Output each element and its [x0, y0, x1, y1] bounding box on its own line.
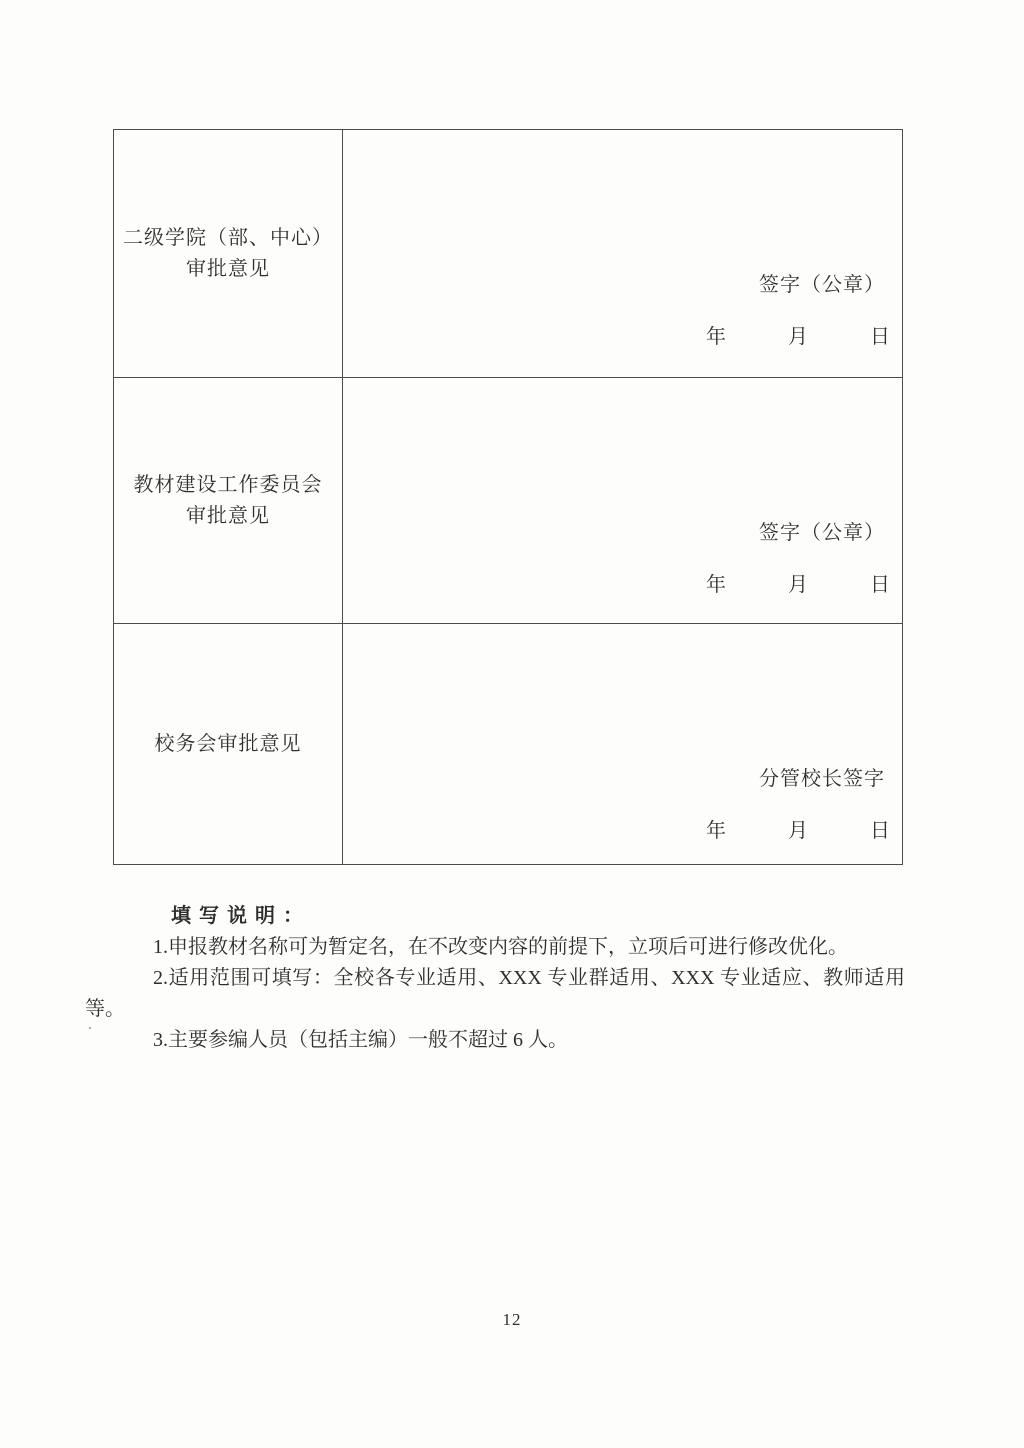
month-label: 月 [788, 574, 808, 596]
date-line [343, 814, 902, 843]
row-label-college-approval [114, 130, 343, 378]
signature-label: 签字（公章） [759, 522, 885, 544]
approval-comment-area-school-council [343, 624, 902, 864]
instruction-item: 3.主要参编人员（包括主编）一般不超过 6 人。 [153, 1029, 568, 1051]
row-label-line: 二级学院（部、中心） [123, 226, 333, 249]
date-line [343, 320, 902, 349]
instructions-heading: 填写说明： [171, 905, 311, 927]
year-label: 年 [706, 326, 726, 348]
row-label-line: 审批意见 [186, 257, 270, 280]
day-label: 日 [870, 326, 890, 348]
approval-comment-area-committee [343, 378, 902, 624]
signature-label: 分管校长签字 [759, 768, 885, 790]
row-label-school-council-approval [114, 624, 343, 864]
instruction-item: 2.适用范围可填写：全校各专业适用、XXX 专业群适用、XXX 专业适应、教师适用等。 [85, 967, 905, 1020]
row-label-line: 校务会审批意见 [154, 732, 302, 755]
fill-in-instructions [85, 901, 905, 1056]
row-label-committee-approval [114, 378, 343, 624]
day-label: 日 [870, 820, 890, 842]
date-line [343, 568, 902, 597]
signature-label: 签字（公章） [759, 274, 885, 296]
day-label: 日 [870, 574, 890, 596]
approval-comment-area-college [343, 130, 902, 378]
row-label-line: 审批意见 [186, 504, 270, 527]
year-label: 年 [706, 574, 726, 596]
row-label-line: 教材建设工作委员会 [133, 473, 323, 496]
year-label: 年 [706, 820, 726, 842]
month-label: 月 [788, 326, 808, 348]
approval-table [113, 129, 903, 865]
instruction-item: 1.申报教材名称可为暂定名，在不改变内容的前提下，立项后可进行修改优化。 [153, 936, 848, 958]
scan-artifact-dot: . [88, 1016, 92, 1033]
month-label: 月 [788, 820, 808, 842]
page-number: 12 [502, 1310, 522, 1329]
